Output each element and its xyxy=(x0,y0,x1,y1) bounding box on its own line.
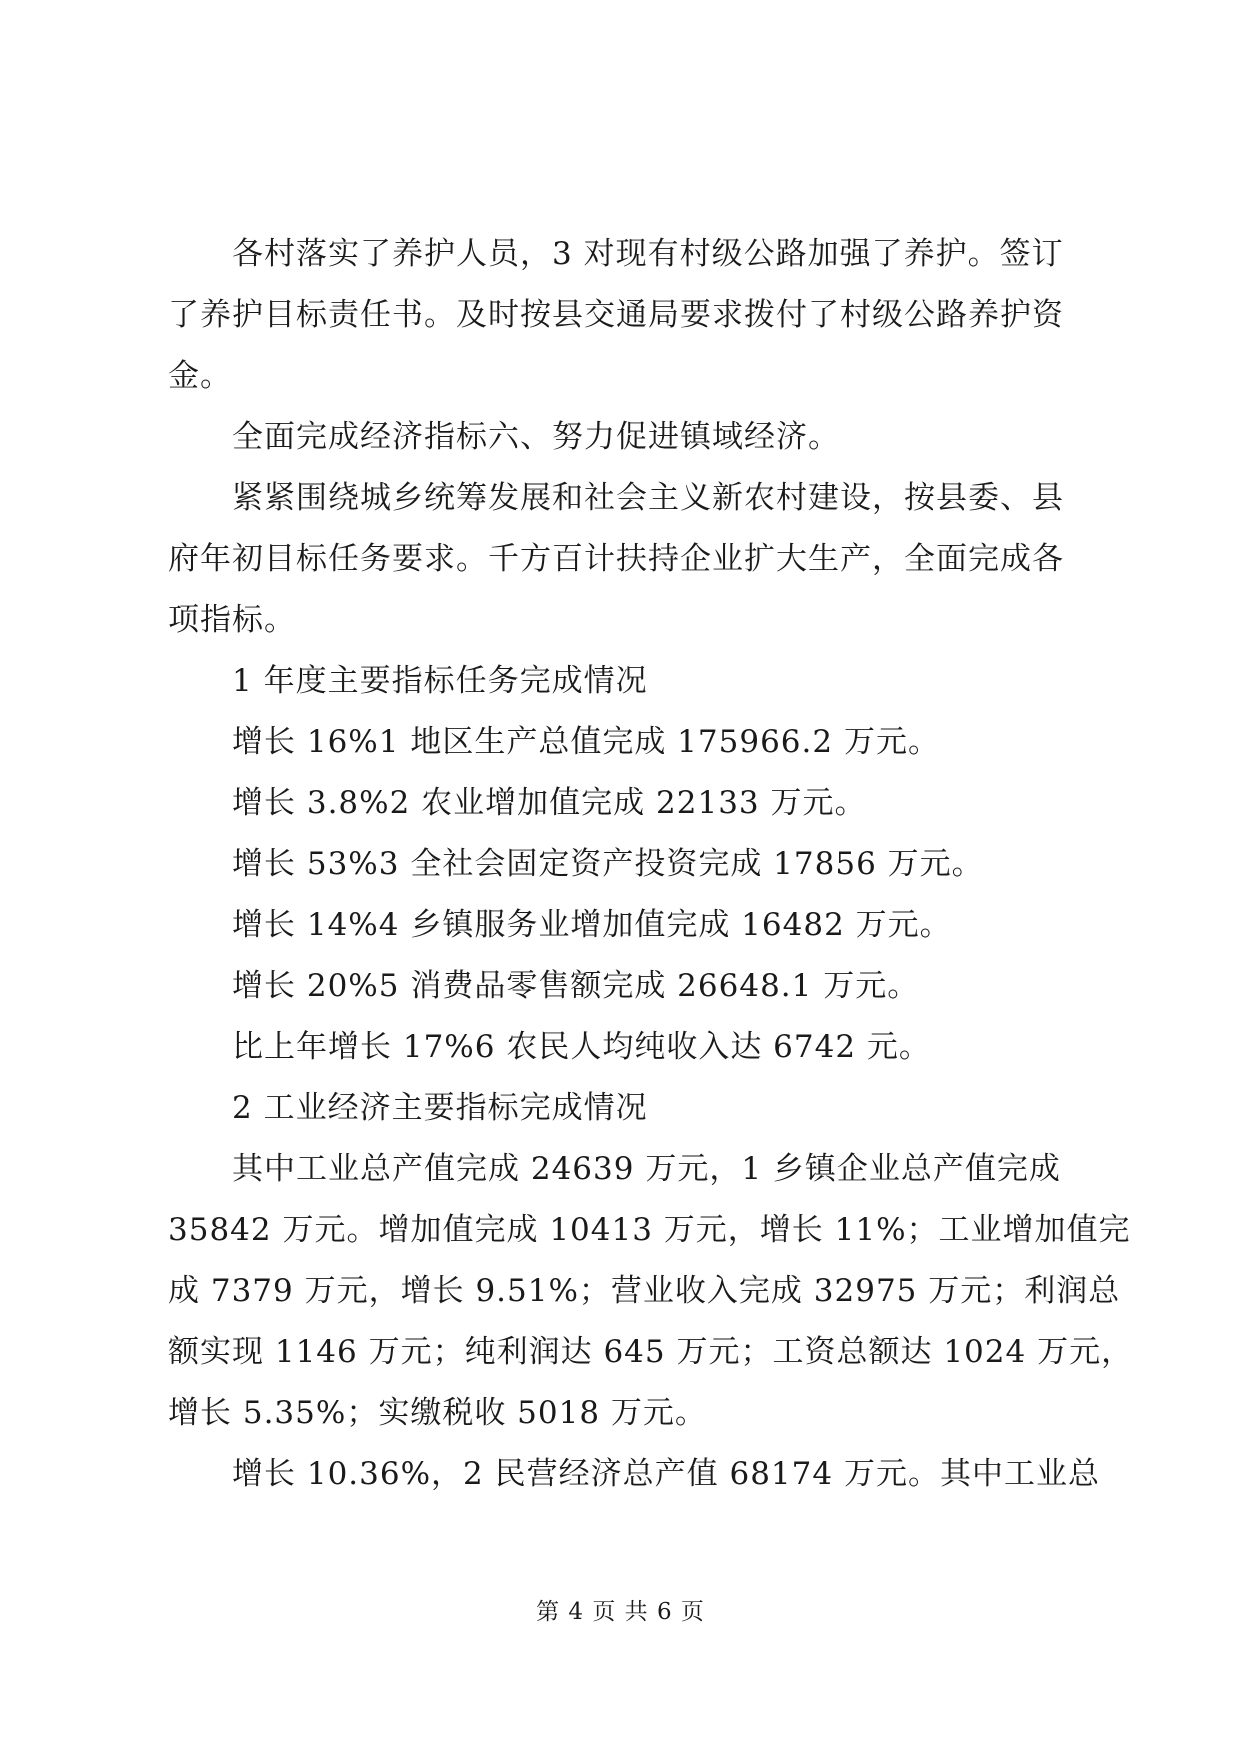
text-line: 1 年度主要指标任务完成情况 xyxy=(232,663,648,699)
text-line: 各村落实了养护人员，3 对现有村级公路加强了养护。签订 xyxy=(232,236,1064,272)
text-line: 增长 3.8%2 农业增加值完成 22133 万元。 xyxy=(232,785,867,821)
text-line: 增长 5.35%；实缴税收 5018 万元。 xyxy=(168,1395,707,1431)
text-line: 35842 万元。增加值完成 10413 万元，增长 11%；工业增加值完 xyxy=(168,1212,1131,1248)
paragraph xyxy=(168,224,1083,407)
indicator-item xyxy=(168,834,1083,895)
paragraph xyxy=(168,468,1083,651)
text-line: 其中工业总产值完成 24639 万元，1 乡镇企业总产值完成 xyxy=(232,1151,1061,1187)
paragraph xyxy=(168,1139,1134,1444)
text-line: 全面完成经济指标六、努力促进镇域经济。 xyxy=(232,419,840,455)
text-line: 项指标。 xyxy=(168,602,296,638)
text-line: 增长 10.36%，2 民营经济总产值 68174 万元。其中工业总 xyxy=(232,1456,1100,1492)
section-heading xyxy=(168,651,1083,712)
page-number-label: 第 4 页 共 6 页 xyxy=(536,1599,705,1625)
indicator-item xyxy=(168,956,1083,1017)
indicator-item xyxy=(168,773,1083,834)
page-footer xyxy=(0,1593,1241,1626)
text-line: 紧紧围绕城乡统筹发展和社会主义新农村建设，按县委、县 xyxy=(232,480,1064,516)
text-line: 比上年增长 17%6 农民人均纯收入达 6742 元。 xyxy=(232,1029,931,1065)
text-line: 增长 53%3 全社会固定资产投资完成 17856 万元。 xyxy=(232,846,984,882)
text-line: 额实现 1146 万元；纯利润达 645 万元；工资总额达 1024 万元， xyxy=(168,1334,1134,1370)
document-body xyxy=(168,224,1134,1505)
text-line: 府年初目标任务要求。千方百计扶持企业扩大生产，全面完成各 xyxy=(168,541,1064,577)
text-line: 2 工业经济主要指标完成情况 xyxy=(232,1090,648,1126)
text-line: 增长 14%4 乡镇服务业增加值完成 16482 万元。 xyxy=(232,907,952,943)
text-line: 增长 20%5 消费品零售额完成 26648.1 万元。 xyxy=(232,968,920,1004)
section-heading xyxy=(168,1078,1083,1139)
paragraph xyxy=(168,1444,1100,1505)
indicator-item xyxy=(168,895,1083,956)
text-line: 增长 16%1 地区生产总值完成 175966.2 万元。 xyxy=(232,724,940,760)
indicator-item xyxy=(168,1017,1083,1078)
text-line: 了养护目标责任书。及时按县交通局要求拨付了村级公路养护资 xyxy=(168,297,1064,333)
paragraph xyxy=(168,407,1083,468)
text-line: 金。 xyxy=(168,358,232,394)
indicator-item xyxy=(168,712,1083,773)
text-line: 成 7379 万元，增长 9.51%；营业收入完成 32975 万元；利润总 xyxy=(168,1273,1121,1309)
